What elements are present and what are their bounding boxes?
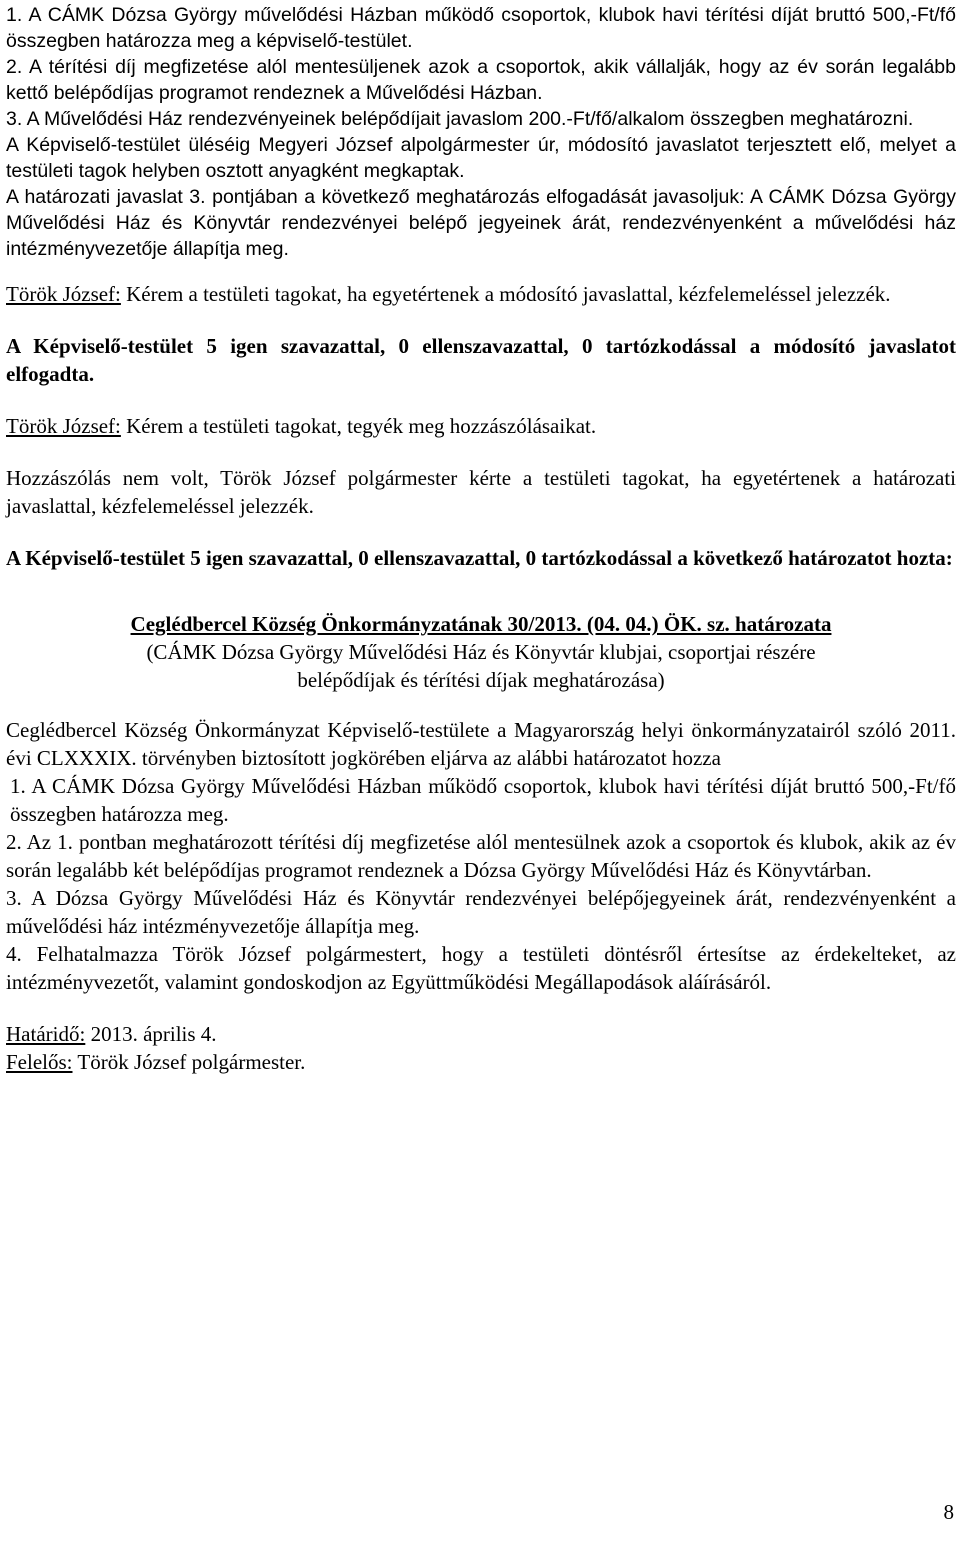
- speech-text: Kérem a testületi tagokat, tegyék meg hozzászólásaikat.: [120, 414, 597, 438]
- resolution-point-1: 1. A CÁMK Dózsa György Művelődési Házban működő csoportok, klubok havi térítési díját bruttó 500,-Ft/fő összegben határozza meg.: [10, 774, 956, 826]
- resolution-title: Ceglédbercel Község Önkormányzatának 30/2013. (04. 04.) ÖK. sz. határozata: [130, 612, 832, 636]
- vote-result-2: A Képviselő-testület 5 igen szavazattal, 0 ellenszavazattal, 0 tartózkodással a következő határozatot hozta:: [6, 546, 953, 570]
- amendment-text: A határozati javaslat 3. pontjában a következő meghatározás elfogadását javasoljuk: A CÁMK Dózsa György Művelődési Ház és Könyvtár rendezvényei belépő jegyeinek árát, rendezvényenként a művelődési ház intézményvezetője állapítja meg.: [6, 186, 956, 260]
- deadline-value: 2013. április 4.: [85, 1022, 217, 1046]
- deadline-label: Határidő:: [6, 1022, 86, 1046]
- proposal-item-3: 3. A Művelődési Ház rendezvényeinek belépődíjait javaslom 200.-Ft/fő/alkalom összegben meghatározni.: [6, 108, 914, 130]
- resolution-preamble: Ceglédbercel Község Önkormányzat Képviselő-testülete a Magyarország helyi önkormányzatairól szóló 2011. évi CLXXXIX. törvényben biztosított jogkörében eljárva az alábbi határozatot hozza: [6, 718, 956, 770]
- speech-text: Kérem a testületi tagokat, ha egyetértenek a módosító javaslattal, kézfelemeléssel jelezzék.: [120, 282, 891, 306]
- proposal-item-1: 1. A CÁMK Dózsa György művelődési Házban működő csoportok, klubok havi térítési díját bruttó 500,-Ft/fő összegben határozza meg a képviselő-testület.: [6, 4, 956, 52]
- responsible-label: Felelős:: [6, 1050, 73, 1074]
- deadline-line: [6, 1020, 956, 1048]
- resolution-subtitle-line-2: belépődíjak és térítési díjak meghatározása): [297, 668, 665, 692]
- speech-1: [6, 280, 956, 308]
- no-comment-paragraph: Hozzászólás nem volt, Török József polgármester kérte a testületi tagokat, ha egyetértenek a határozati javaslattal, kézfelemeléssel jelezzék.: [6, 466, 956, 518]
- speaker-name: Török József:: [6, 414, 121, 438]
- document-page: [6, 2, 956, 1076]
- resolution-point-3: 3. A Dózsa György Művelődési Ház és Könyvtár rendezvényei belépőjegyeinek árát, rendezvényenként a művelődési ház intézményvezetője állapítja meg.: [6, 886, 956, 938]
- resolution-subtitle-line-1: (CÁMK Dózsa György Művelődési Ház és Könyvtár klubjai, csoportjai részére: [146, 640, 816, 664]
- responsible-value: Török József polgármester.: [72, 1050, 306, 1074]
- resolution-point-2: 2. Az 1. pontban meghatározott térítési díj megfizetése alól mentesülnek azok a csoportok és klubok, akik az év során legalább két belépődíjas programot rendeznek a Dózsa György Művelődési Ház és Könyvtárban.: [6, 830, 956, 882]
- vote-result-1: A Képviselő-testület 5 igen szavazattal, 0 ellenszavazattal, 0 tartózkodással a módosító javaslatot elfogadta.: [6, 334, 956, 386]
- speaker-name: Török József:: [6, 282, 121, 306]
- page-number: 8: [943, 1500, 954, 1524]
- amendment-intro: A Képviselő-testület üléséig Megyeri József alpolgármester úr, módosító javaslatot terjesztett elő, melyet a testületi tagok helyben osztott anyagként megkaptak.: [6, 134, 956, 182]
- responsible-line: [6, 1048, 956, 1076]
- speech-2: [6, 412, 956, 440]
- resolution-point-4: 4. Felhatalmazza Török József polgármestert, hogy a testületi döntésről értesítse az érdekelteket, az intézményvezetőt, valamint gondoskodjon az Együttműködési Megállapodások aláírásáról.: [6, 942, 956, 994]
- proposal-item-2: 2. A térítési díj megfizetése alól mentesüljenek azok a csoportok, akik vállalják, hogy az év során legalább kettő belépődíjas programot rendeznek a Művelődési Házban.: [6, 56, 956, 104]
